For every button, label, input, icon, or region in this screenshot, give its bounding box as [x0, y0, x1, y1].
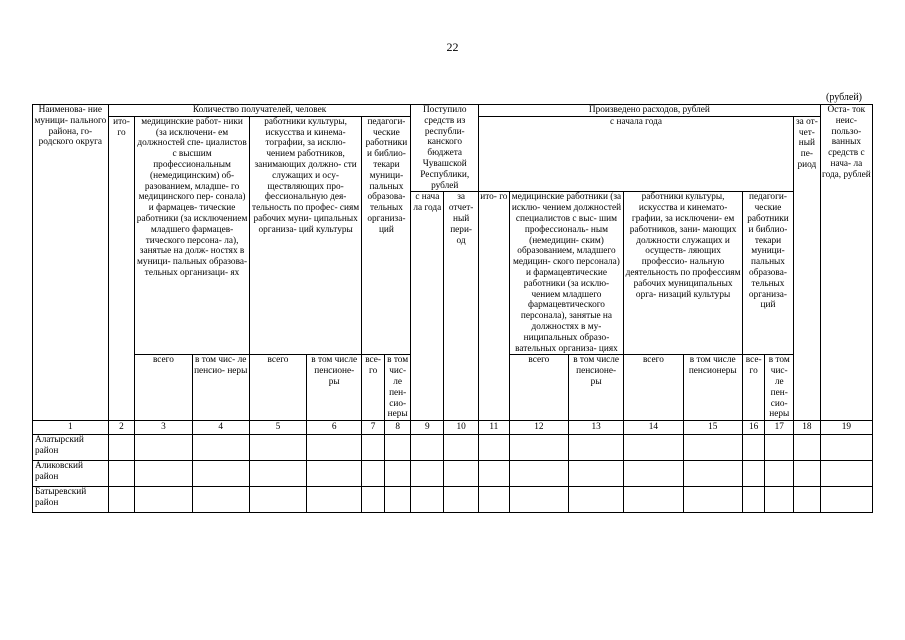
- header-expenses: Произведено расходов, рублей: [479, 105, 821, 117]
- table-row: [33, 461, 873, 487]
- column-number: 12: [509, 421, 568, 435]
- header-remainder: Оста- ток неис- пользо- ванных средств с нача- ла года, рублей: [820, 105, 872, 421]
- header-pensioners-cult: в том числе пенсионе- ры: [307, 355, 362, 421]
- header-vsego-ped-exp: все- го: [742, 355, 765, 421]
- header-vsego-cult: всего: [249, 355, 306, 421]
- header-funds-received: Поступило средств из республи- канского бюджета Чувашской Республики, рублей: [411, 105, 479, 192]
- column-number: 11: [479, 421, 510, 435]
- column-number: 13: [569, 421, 624, 435]
- header-pensioners-med-exp: в том числе пенсионе- ры: [569, 355, 624, 421]
- row-name: Алатырский район: [33, 435, 109, 461]
- header-pensioners-cult-exp: в том числе пенсионеры: [683, 355, 742, 421]
- column-number: 19: [820, 421, 872, 435]
- column-number: 7: [362, 421, 385, 435]
- column-number: 10: [444, 421, 479, 435]
- header-vsego-med: всего: [135, 355, 192, 421]
- header-pensioners-ped: в том чис- ле пен- сио- неры: [384, 355, 411, 421]
- table-row: [33, 435, 873, 461]
- column-number: 14: [624, 421, 683, 435]
- header-pensioners-ped-exp: в том чис- ле пен- сио- неры: [765, 355, 794, 421]
- header-for-period: за отчет- ный пери- од: [444, 192, 479, 421]
- column-number: 6: [307, 421, 362, 435]
- header-medical-workers-expenses: медицинские работники (за исклю- чением должностей специалистов с выс- шим профессиональ- ным (немедицин- ским) образованием, младшего медицин- ского персонала) и фармацевтические работники (за исклю- чением младшего фармацевтического персонала), занятые на должностях в му- ниципальных образо- вательных организа- циях: [509, 192, 624, 355]
- column-number: 18: [794, 421, 821, 435]
- column-number: 1: [33, 421, 109, 435]
- header-vsego-med-exp: всего: [509, 355, 568, 421]
- report-table: [32, 104, 873, 513]
- column-number: 3: [135, 421, 192, 435]
- column-number: 17: [765, 421, 794, 435]
- header-since-year-start: с начала года: [479, 116, 794, 192]
- row-name: Батыревский район: [33, 487, 109, 513]
- header-medical-workers: медицинские работ- ники (за исключени- ем должностей спе- циалистов с высшим профессиональным (немедицинским) об- разованием, младше- го медицинского пер- сонала) и фармацев- тические работники (за исключением младшего фармацев- тического персона- ла), занятые на долж- ностях в муници- пальных образова- тельных организаци- ях: [135, 116, 250, 355]
- column-numbers-row: [33, 421, 873, 435]
- header-itogo-expenses: ито- го: [479, 192, 510, 421]
- column-number: 15: [683, 421, 742, 435]
- header-culture-workers-expenses: работники культуры, искусства и кинемато- графии, за исключени- ем работников, зани- мающих должности служащих и осуществ- ляющих профессио- нальную деятельность по профессиям рабочих муниципальных орга- низаций культуры: [624, 192, 743, 355]
- column-number: 8: [384, 421, 411, 435]
- row-name: Аликовский район: [33, 461, 109, 487]
- header-vsego-ped: все- го: [362, 355, 385, 421]
- column-number: 5: [249, 421, 306, 435]
- header-reporting-period: за от- чет- ный пе- риод: [794, 116, 821, 420]
- header-recipients: Количество получателей, человек: [108, 105, 411, 117]
- unit-note: (рублей): [826, 92, 863, 103]
- header-itogo: ито- го: [108, 116, 135, 420]
- header-pedagogical-expenses: педагоги- ческие работники и библио- текари муници- пальных образова- тельных организа- ций: [742, 192, 793, 355]
- column-number: 2: [108, 421, 135, 435]
- header-pensioners-med: в том чис- ле пенсио- неры: [192, 355, 249, 421]
- column-number: 9: [411, 421, 444, 435]
- header-vsego-cult-exp: всего: [624, 355, 683, 421]
- table-row: [33, 487, 873, 513]
- column-number: 16: [742, 421, 765, 435]
- header-culture-workers: работники культуры, искусства и кинема- тографии, за исклю- чением работников, занимающих должно- сти служащих и осу- ществляющих про- фессиональную дея- тельность по профес- сиям рабочих муни- ципальных организа- ций культуры: [249, 116, 362, 355]
- header-pedagogical: педагоги- ческие работники и библио- текари муници- пальных образова- тельных организа- ций: [362, 116, 411, 355]
- header-municipality: Наименова- ние муници- пального района, го- родского округа: [33, 105, 109, 421]
- header-from-year-start: с нача ла года: [411, 192, 444, 421]
- column-number: 4: [192, 421, 249, 435]
- page-number: 22: [446, 40, 459, 54]
